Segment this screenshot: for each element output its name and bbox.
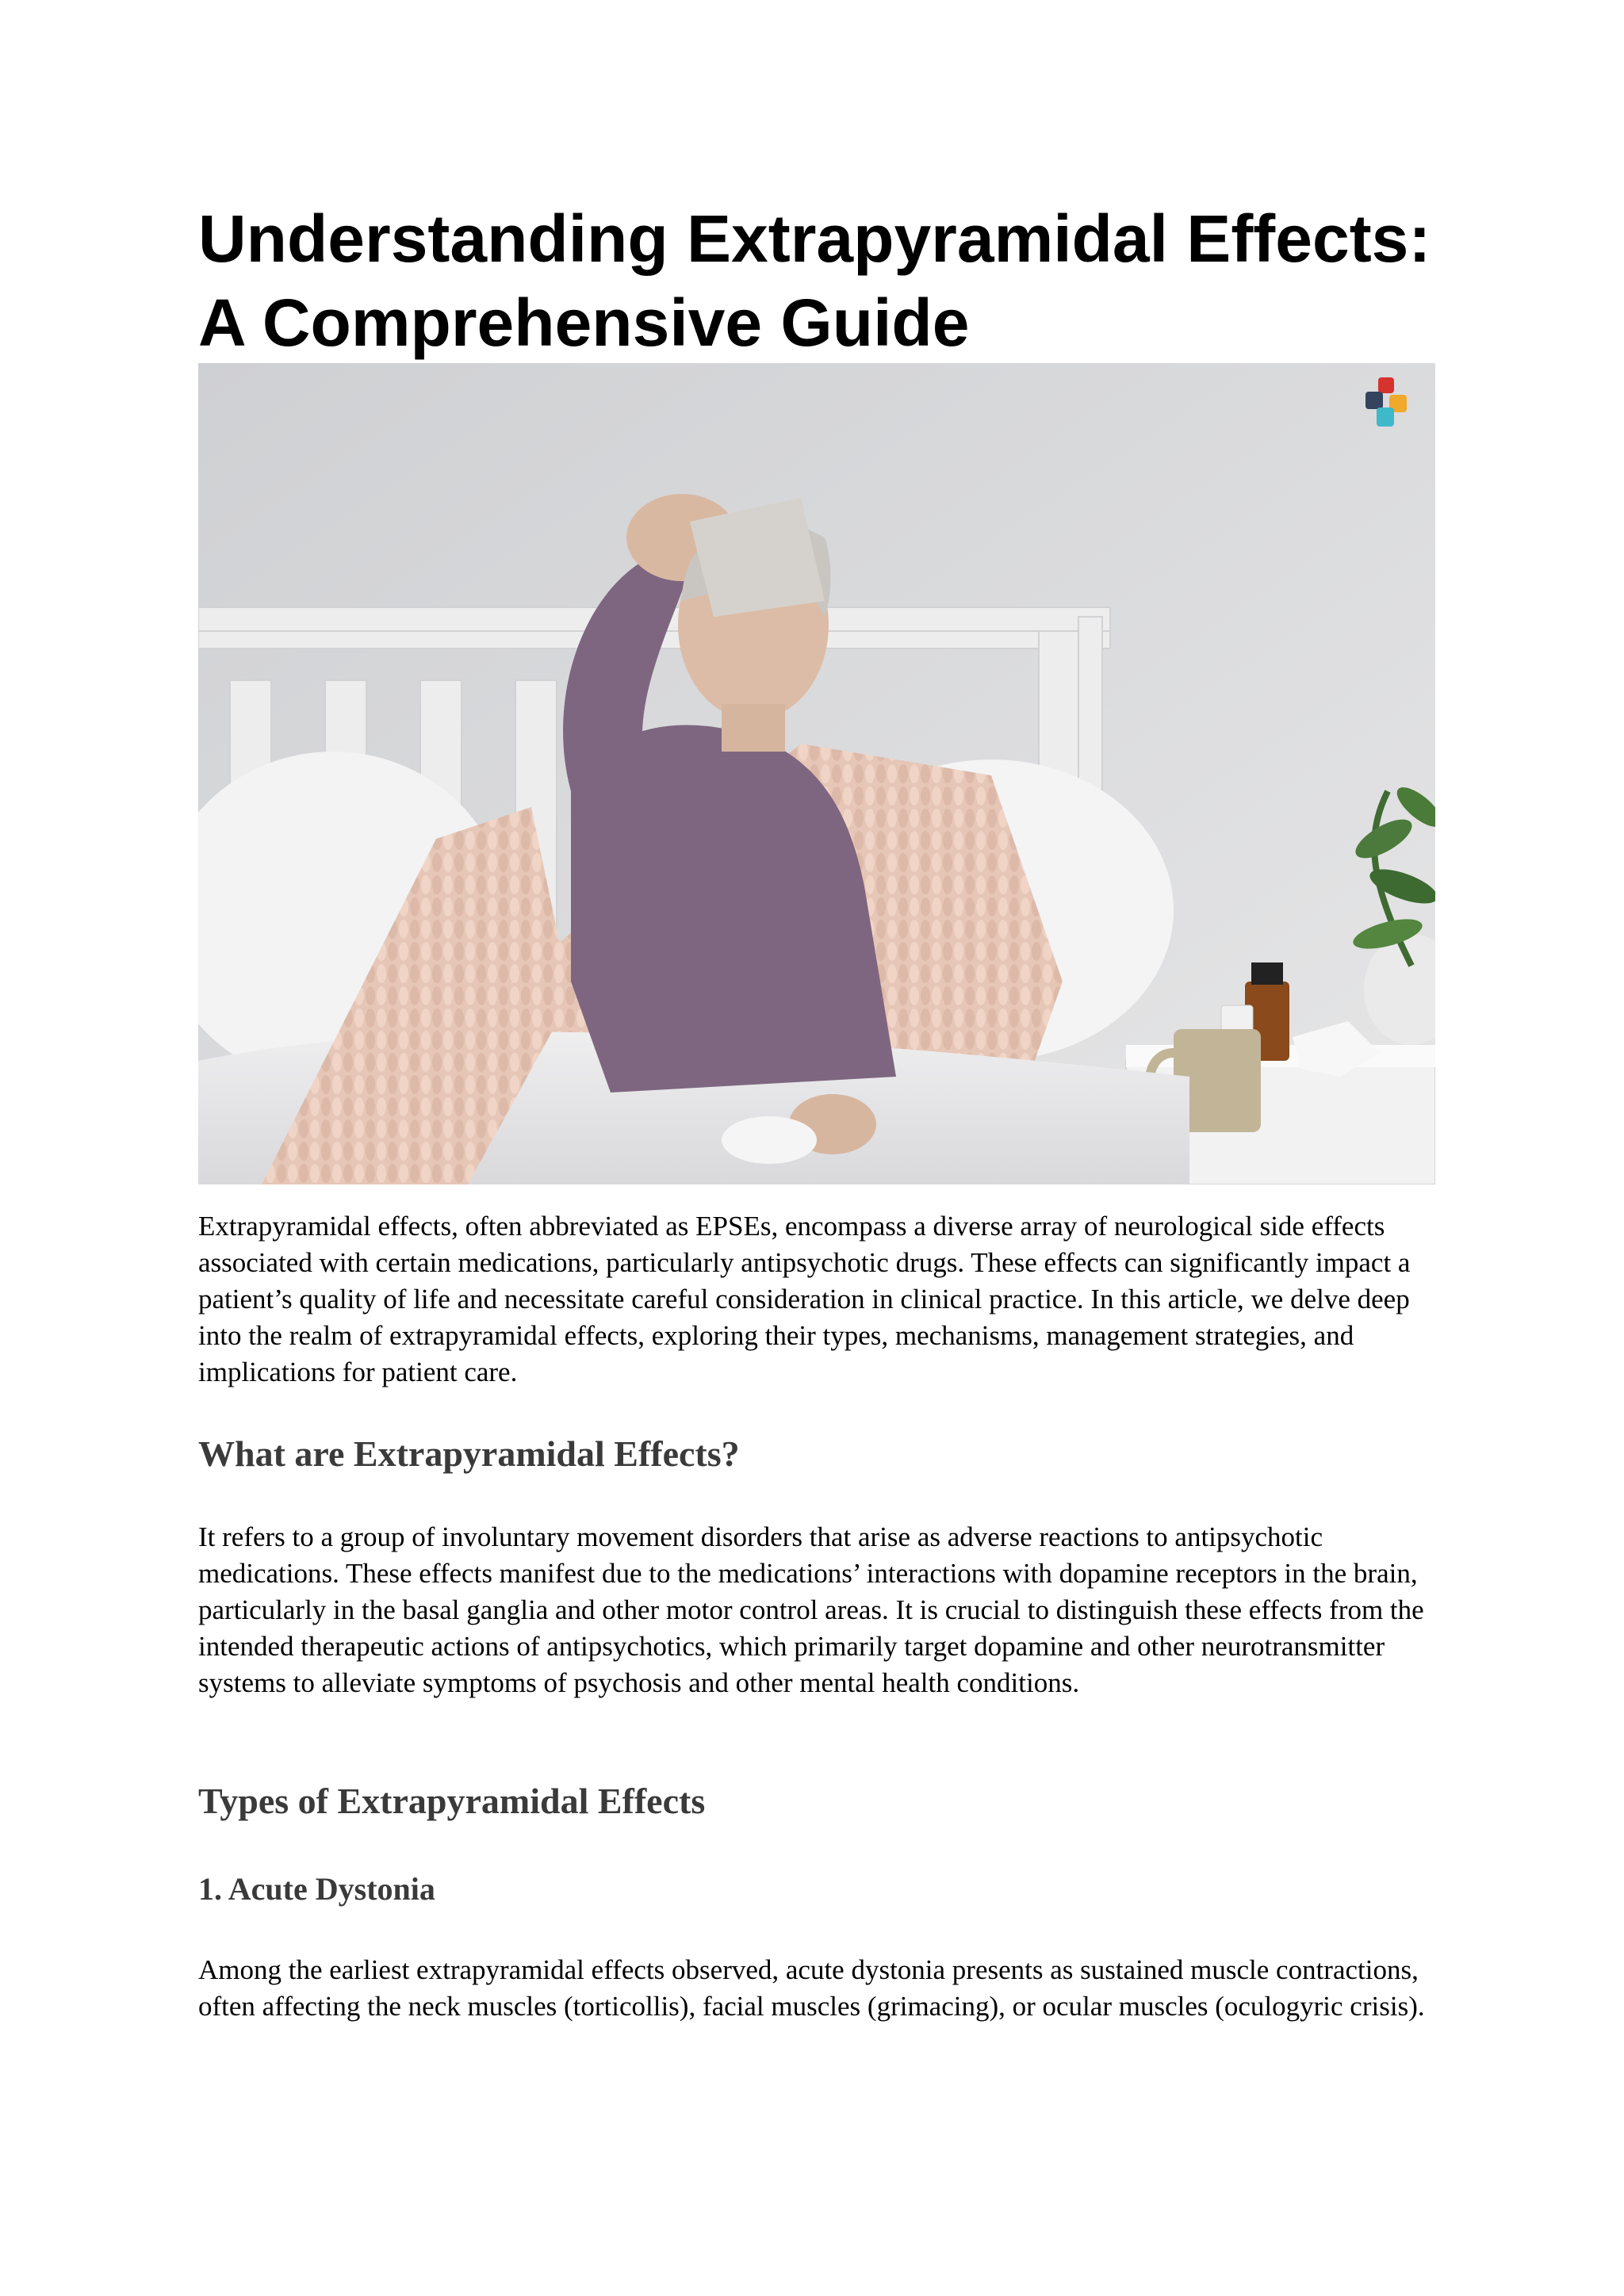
section-heading-types: Types of Extrapyramidal Effects	[198, 1781, 706, 1821]
article-title: Understanding Extrapyramidal Effects: A Comprehensive Guide	[198, 201, 1431, 360]
subsection-body-acute-dystonia: Among the earliest extrapyramidal effects observed, acute dystonia presents as sustained muscle contractions, often affecting the neck muscles (torticollis), facial muscles (grimacing), or ocular muscles (oculogyric crisis).	[198, 1954, 1425, 2022]
subsection-heading-acute-dystonia: 1. Acute Dystonia	[198, 1871, 435, 1907]
section-body-what-are: It refers to a group of involuntary movement disorders that arise as adverse reactions to antipsychotic medications. These effects manifest due to the medications’ interactions with dopamine receptors in the brain, particularly in the basal ganglia and other motor control areas. It is crucial to distinguish these effects from the intended therapeutic actions of antipsychotics, which primarily target dopamine and other neurotransmitter systems to alleviate symptoms of psychosis and other mental health conditions.	[198, 1521, 1424, 1698]
hero-image	[198, 363, 1435, 1184]
intro-paragraph: Extrapyramidal effects, often abbreviated as EPSEs, encompass a diverse array of neurological side effects associated with certain medications, particularly antipsychotic drugs. These effects can significantly impact a patient’s quality of life and necessitate careful consideration in clinical practice. In this article, we delve deep into the realm of extrapyramidal effects, exploring their types, mechanisms, management strategies, and implications for patient care.	[198, 1211, 1411, 1387]
section-heading-what-are: What are Extrapyramidal Effects?	[198, 1433, 740, 1474]
